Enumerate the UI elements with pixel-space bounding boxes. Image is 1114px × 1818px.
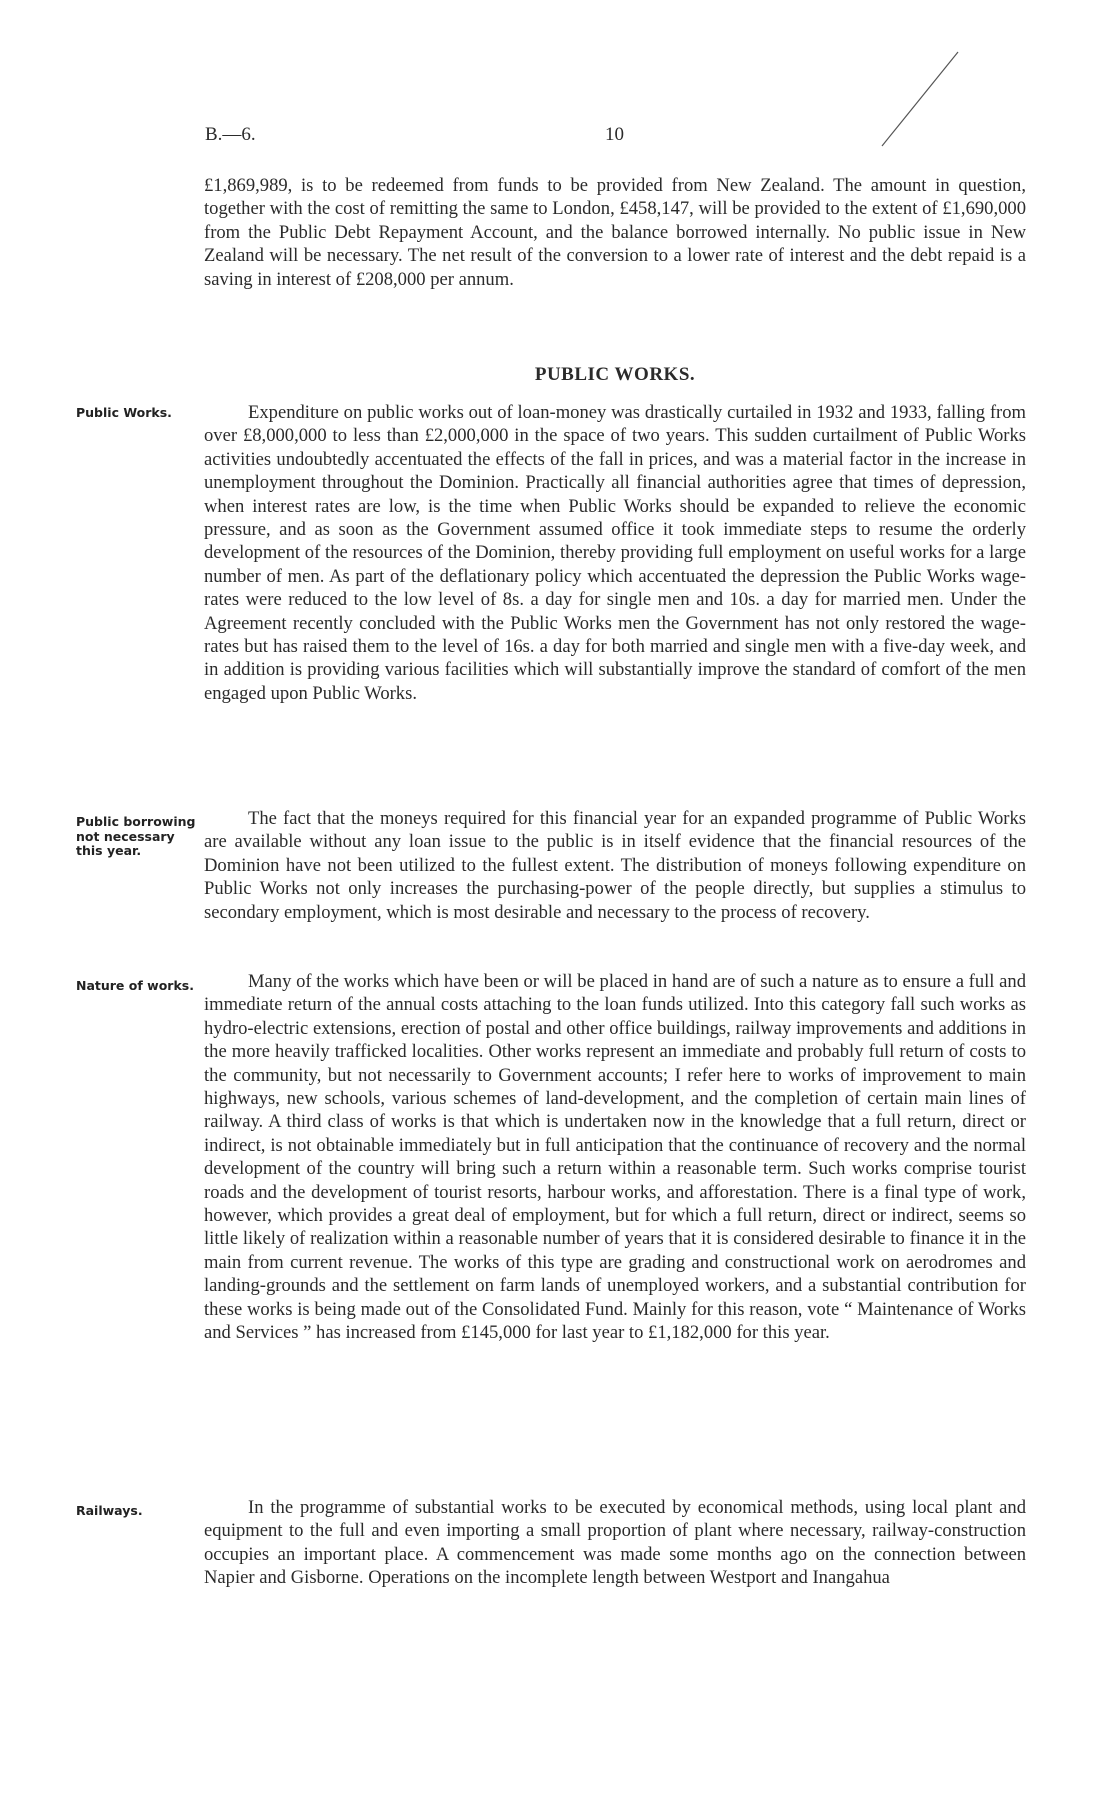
paragraph-public-borrowing: The fact that the moneys required for this financial year for an expanded programme of Public Works are available without any loan issue to the public is in itself evidence that the financial resources of the Dominion have not been utilized to the fullest extent. The distribution of moneys following expenditure on Public Works not only increases the purchasing-power of the people directly, but supplies a stimulus to secondary employment, which is most desirable and necessary to the process of recovery. (204, 808, 1026, 923)
pencil-mark-icon (880, 50, 960, 150)
margin-note-nature-of-works: Nature of works. (76, 978, 194, 993)
section-heading: PUBLIC WORKS. (534, 364, 696, 385)
margin-note-public-works: Public Works. (76, 405, 172, 420)
margin-note-public-borrowing: Public borrowing not necessary this year. (76, 814, 196, 858)
paragraph-railways: In the programme of substantial works to be executed by economical methods, using local plant and equipment to the full and even importing a small proportion of plant where necessary, railway-construction occupies an important place. A commencement was made some months ago on the connection between Napier and Gisborne. Operations on the incomplete length between Westport and Inangahua (204, 1497, 1026, 1589)
document-reference: B.—6. (205, 124, 256, 145)
margin-note-railways: Railways. (76, 1503, 143, 1518)
paragraph-public-works: Expenditure on public works out of loan-money was drastically curtailed in 1932 and 1933, falling from over £8,000,000 to less than £2,000,000 in the space of two years. This sudden curtailment of Public Works activities undoubtedly accentuated the effects of the fall in prices, and was a material factor in the increase in unemployment throughout the Dominion. Practically all financial authorities agree that times of depression, when interest rates are low, is the time when Public Works should be expanded to relieve the economic pressure, and as soon as the Government assumed office it took immediate steps to resume the orderly development of the resources of the Dominion, thereby providing full employment on useful works for a large number of men. As part of the deflationary policy which accentuated the depression the Public Works wage-rates were reduced to the low level of 8s. a day for single men and 10s. a day for married men. Under the Agreement recently concluded with the Public Works men the Government has not only restored the wage-rates but has raised them to the level of 16s. a day for both married and single men with a five-day week, and in addition is providing various facilities which will substantially improve the standard of comfort of the men engaged upon Public Works. (204, 402, 1026, 704)
page-number: 10 (605, 124, 624, 145)
intro-paragraph: £1,869,989, is to be redeemed from funds to be provided from New Zealand. The amount in question, together with the cost of remitting the same to London, £458,147, will be provided to the extent of £1,690,000 from the Public Debt Repayment Account, and the balance borrowed internally. No public issue in New Zealand will be necessary. The net result of the conversion to a lower rate of interest and the debt repaid is a saving in interest of £208,000 per annum. (204, 175, 1026, 290)
paragraph-nature-of-works: Many of the works which have been or will be placed in hand are of such a nature as to ensure a full and immediate return of the annual costs attaching to the loan funds utilized. Into this category fall such works as hydro-electric extensions, erection of postal and other office buildings, railway improvements and additions in the more heavily trafficked localities. Other works represent an immediate and probably full return of costs to the community, but not necessarily to Government accounts; I refer here to works of improvement to main highways, new schools, various schemes of land-development, and the completion of certain main lines of railway. A third class of works is that which is undertaken now in the knowledge that a full return, direct or indirect, is not obtainable immediately but in full anticipation that the continuance of recovery and the normal development of the country will bring such a return within a reasonable term. Such works comprise tourist roads and the development of tourist resorts, harbour works, and afforestation. There is a final type of work, however, which provides a great deal of employment, but for which a full return, direct or indirect, seems so little likely of realization within a reasonable number of years that it is considered desirable to finance it in the main from current revenue. The works of this type are grading and constructional work on aerodromes and landing-grounds and the settlement on farm lands of unemployed workers, and a substantial contribution for these works is being made out of the Consolidated Fund. Mainly for this reason, vote “ Maintenance of Works and Services ” has increased from £145,000 for last year to £1,182,000 for this year. (204, 971, 1026, 1344)
